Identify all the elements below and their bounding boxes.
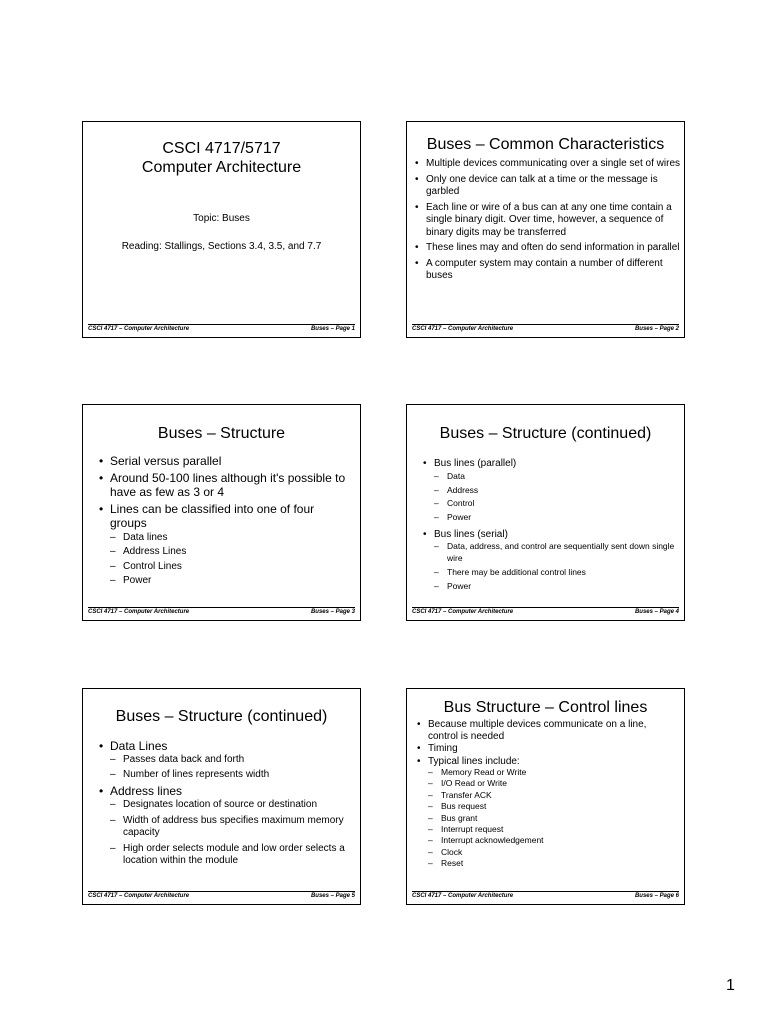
bullet-item: • Timing <box>417 743 678 755</box>
bullet-item: • Around 50-100 lines although it's possible to have as few as 3 or 4 <box>99 471 352 500</box>
page-number: 1 <box>726 977 735 994</box>
bullet-item: • Serial versus parallel <box>99 454 352 469</box>
slide-footer <box>88 607 355 616</box>
sub-bullet-item: – Control Lines <box>99 560 352 575</box>
slide-footer <box>412 891 679 900</box>
sub-bullet-item: – Control <box>423 497 676 511</box>
slide-2 <box>406 121 685 338</box>
sub-bullet-item: – Designates location of source or destination <box>99 799 352 811</box>
reading-text: Reading: Stallings, Sections 3.4, 3.5, and 7.7 <box>121 241 322 252</box>
bullet-item: • Bus lines (parallel) <box>423 457 676 470</box>
sub-bullet-item: – Address Lines <box>99 545 352 560</box>
footer-page: Buses – Page 5 <box>310 893 355 899</box>
footer-page: Buses – Page 3 <box>310 609 355 615</box>
sub-bullet-item: – Clock <box>417 847 678 858</box>
bullet-item: • Data Lines <box>99 739 352 754</box>
course-name: Computer Architecture <box>141 159 302 176</box>
sub-bullet-item: – Memory Read or Write <box>417 767 678 778</box>
sub-bullet-item: – Passes data back and forth <box>99 754 352 766</box>
topic-text: Topic: Buses <box>193 213 250 224</box>
sub-bullet-item: – Data, address, and control are sequentially sent down single wire <box>423 541 676 564</box>
bullet-item: • Lines can be classified into one of four groups <box>99 502 352 531</box>
slide-5 <box>82 688 361 905</box>
slide-3 <box>82 404 361 621</box>
footer-page: Buses – Page 2 <box>634 326 679 332</box>
slide-title: Buses – Common Characteristics <box>426 136 665 153</box>
bullet-item: • A computer system may contain a number of different buses <box>415 258 680 283</box>
sub-bullet-item: – Width of address bus specifies maximum memory capacity <box>99 815 352 839</box>
sub-bullet-item: – Reset <box>417 858 678 869</box>
sub-bullet-item: – Interrupt acknowledgement <box>417 835 678 846</box>
sub-bullet-item: – Data lines <box>99 531 352 546</box>
slide-title <box>83 139 360 177</box>
footer-course: CSCI 4717 – Computer Architecture <box>88 893 190 899</box>
sub-bullet-item: – Power <box>99 574 352 589</box>
sub-bullet-item: – I/O Read or Write <box>417 778 678 789</box>
footer-page: Buses – Page 4 <box>634 609 679 615</box>
slide-title: Buses – Structure (continued) <box>439 425 652 442</box>
sub-bullet-item: – Transfer ACK <box>417 790 678 801</box>
footer-course: CSCI 4717 – Computer Architecture <box>412 326 514 332</box>
slide-body <box>417 719 678 870</box>
slide-footer <box>412 607 679 616</box>
slide-title: Buses – Structure (continued) <box>115 708 328 725</box>
footer-course: CSCI 4717 – Computer Architecture <box>412 609 514 615</box>
bullet-item: • Address lines <box>99 784 352 799</box>
slide-body <box>99 739 352 867</box>
sub-bullet-item: – There may be additional control lines <box>423 567 676 579</box>
bullet-item: • Multiple devices communicating over a single set of wires <box>415 158 680 171</box>
sub-bullet-item: – Power <box>423 511 676 525</box>
slide-footer <box>88 891 355 900</box>
slide-4 <box>406 404 685 621</box>
footer-course: CSCI 4717 – Computer Architecture <box>412 893 514 899</box>
footer-page: Buses – Page 6 <box>634 893 679 899</box>
sub-bullet-item: – Address <box>423 484 676 498</box>
slide-title: Buses – Structure <box>157 425 286 442</box>
bullet-item: • These lines may and often do send information in parallel <box>415 242 680 255</box>
footer-course: CSCI 4717 – Computer Architecture <box>88 326 190 332</box>
bullet-item: • Because multiple devices communicate on a line, control is needed <box>417 719 678 742</box>
sub-bullet-item: – Bus request <box>417 801 678 812</box>
slide-6 <box>406 688 685 905</box>
bullet-item: • Typical lines include: <box>417 756 678 768</box>
sub-bullet-item: – Power <box>423 581 676 593</box>
bullet-item: • Bus lines (serial) <box>423 528 676 541</box>
course-code: CSCI 4717/5717 <box>162 140 281 157</box>
slide-footer <box>88 324 355 333</box>
bullet-item: • Only one device can talk at a time or the message is garbled <box>415 174 680 199</box>
bullet-item: • Each line or wire of a bus can at any one time contain a single binary digit. Over time, however, a sequence of binary digits may be transferred <box>415 202 680 240</box>
sub-bullet-item: – Data <box>423 470 676 484</box>
sub-bullet-item: – Number of lines represents width <box>99 769 352 781</box>
slide-footer <box>412 324 679 333</box>
footer-course: CSCI 4717 – Computer Architecture <box>88 609 190 615</box>
slide-body <box>99 454 352 589</box>
slide-1 <box>82 121 361 338</box>
slide-body <box>423 457 676 592</box>
sub-bullet-item: – High order selects module and low order selects a location within the module <box>99 843 352 867</box>
sub-bullet-item: – Interrupt request <box>417 824 678 835</box>
sub-bullet-item: – Bus grant <box>417 813 678 824</box>
slide-title: Bus Structure – Control lines <box>443 699 648 716</box>
slide-body <box>415 158 680 283</box>
footer-page: Buses – Page 1 <box>310 326 355 332</box>
